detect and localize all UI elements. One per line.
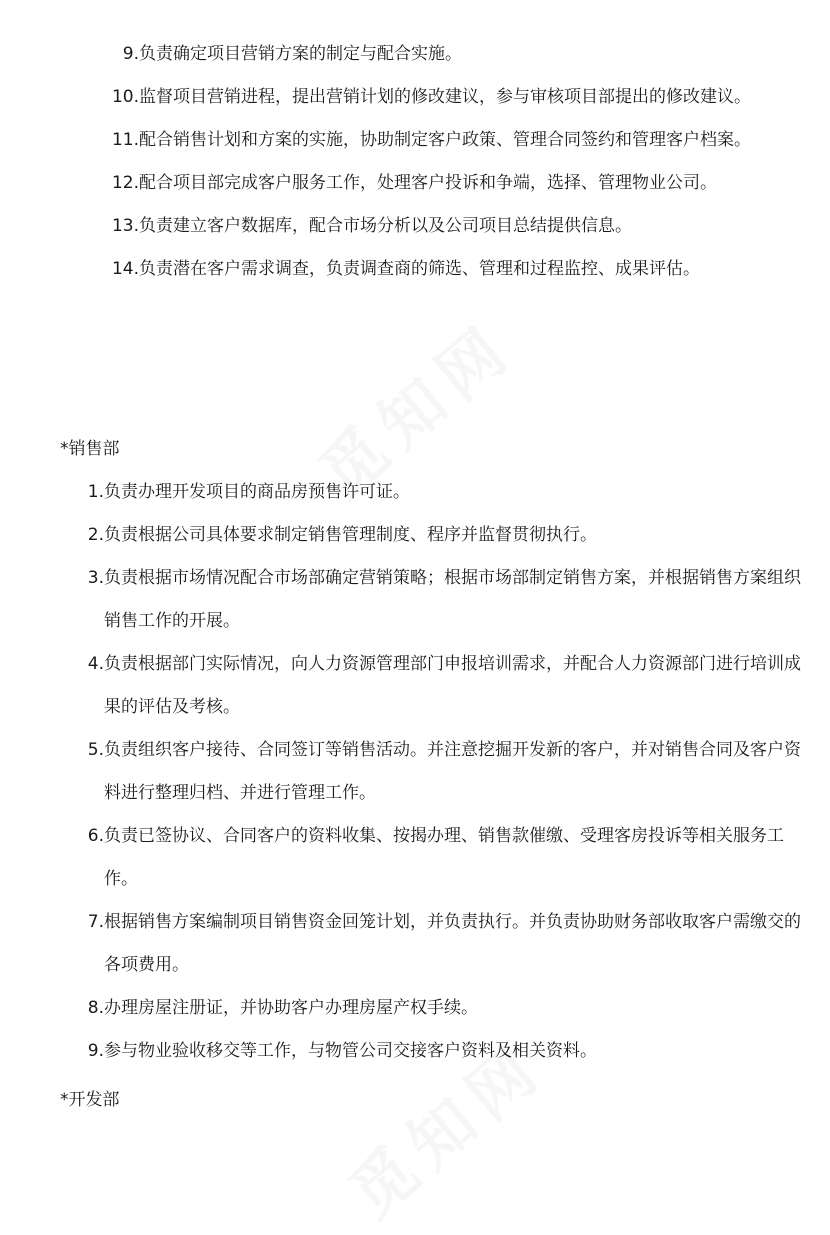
item-number: 12. xyxy=(111,173,139,193)
item-number: 13. xyxy=(111,216,139,236)
item-text: 负责根据市场情况配合市场部确定营销策略；根据市场部制定销售方案，并根据销售方案组织销售工作的开展。 xyxy=(104,568,801,631)
item-text: 负责确定项目营销方案的制定与配合实施。 xyxy=(139,44,462,64)
item-number: 5. xyxy=(87,740,104,760)
list-item xyxy=(104,205,808,248)
item-number: 9. xyxy=(122,44,139,64)
item-number: 6. xyxy=(87,826,104,846)
item-text: 负责组织客户接待、合同签订等销售活动。并注意挖掘开发新的客户，并对销售合同及客户资料进行整理归档、并进行管理工作。 xyxy=(104,740,801,803)
list-item xyxy=(104,76,808,119)
item-text: 负责建立客户数据库，配合市场分析以及公司项目总结提供信息。 xyxy=(139,216,632,236)
list-item xyxy=(73,729,808,815)
list-item xyxy=(104,248,808,291)
item-text: 参与物业验收移交等工作，与物管公司交接客户资料及相关资料。 xyxy=(104,1041,597,1061)
item-text: 办理房屋注册证，并协助客户办理房屋产权手续。 xyxy=(104,998,478,1018)
sales-duties-list xyxy=(73,471,808,1073)
item-number: 9. xyxy=(87,1041,104,1061)
list-item xyxy=(73,815,808,901)
item-text: 负责办理开发项目的商品房预售许可证。 xyxy=(104,482,410,502)
list-item xyxy=(104,33,808,76)
list-item xyxy=(104,162,808,205)
item-text: 负责根据部门实际情况，向人力资源管理部门申报培训需求，并配合人力资源部门进行培训成果的评估及考核。 xyxy=(104,654,801,717)
list-item xyxy=(73,1030,808,1073)
section-heading-development: *开发部 xyxy=(60,1090,120,1110)
item-number: 14. xyxy=(111,259,139,279)
item-number: 8. xyxy=(87,998,104,1018)
list-item xyxy=(73,987,808,1030)
item-text: 配合项目部完成客户服务工作，处理客户投诉和争端，选择、管理物业公司。 xyxy=(139,173,717,193)
list-item xyxy=(73,901,808,987)
item-number: 1. xyxy=(87,482,104,502)
list-item xyxy=(73,643,808,729)
item-number: 4. xyxy=(87,654,104,674)
section-heading-sales: *销售部 xyxy=(60,439,120,459)
item-text: 根据销售方案编制项目销售资金回笼计划，并负责执行。并负责协助财务部收取客户需缴交的各项费用。 xyxy=(104,912,801,975)
list-item xyxy=(73,557,808,643)
item-text: 负责根据公司具体要求制定销售管理制度、程序并监督贯彻执行。 xyxy=(104,525,597,545)
item-text: 负责已签协议、合同客户的资料收集、按揭办理、销售款催缴、受理客房投诉等相关服务工作。 xyxy=(104,826,784,889)
item-number: 3. xyxy=(87,568,104,588)
item-number: 2. xyxy=(87,525,104,545)
list-item xyxy=(73,471,808,514)
item-number: 7. xyxy=(87,912,104,932)
item-text: 负责潜在客户需求调查，负责调查商的筛选、管理和过程监控、成果评估。 xyxy=(139,259,700,279)
item-text: 监督项目营销进程，提出营销计划的修改建议，参与审核项目部提出的修改建议。 xyxy=(139,87,751,107)
marketing-duties-list xyxy=(104,33,808,291)
item-text: 配合销售计划和方案的实施，协助制定客户政策、管理合同签约和管理客户档案。 xyxy=(139,130,751,150)
list-item xyxy=(104,119,808,162)
list-item xyxy=(73,514,808,557)
item-number: 10. xyxy=(111,87,139,107)
item-number: 11. xyxy=(111,130,139,150)
